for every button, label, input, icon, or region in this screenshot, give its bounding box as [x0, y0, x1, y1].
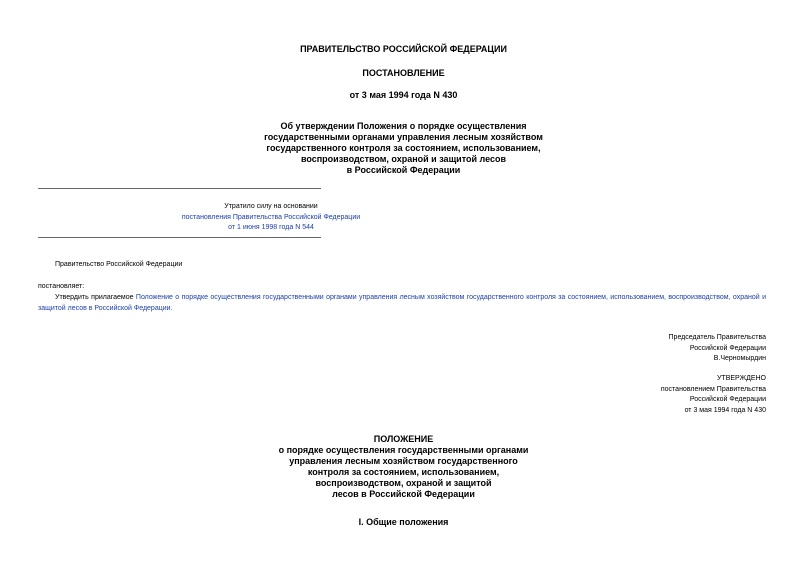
regulation-line: воспроизводством, охраной и защитой [315, 478, 492, 488]
signature-title: Председатель Правительства [668, 334, 766, 341]
approve-prefix: Утвердить прилагаемое [55, 294, 134, 301]
approval-date: от 3 мая 1994 года N 430 [684, 406, 766, 414]
title-line: в Российской Федерации [346, 165, 461, 175]
approval-heading: УТВЕРЖДЕНО [716, 375, 766, 382]
document-type: ПОСТАНОВЛЕНИЕ [362, 68, 445, 78]
signature-block [669, 333, 766, 365]
regulation-line: о порядке осуществления государственными органами [278, 445, 529, 455]
divider-top [38, 188, 321, 189]
signature-name: В.Черномырдин [713, 355, 766, 362]
approval-by: постановлением Правительства [660, 385, 766, 393]
document-title [0, 121, 807, 176]
validity-link[interactable]: постановления Правительства Российской Федерации [181, 213, 361, 221]
government-heading: ПРАВИТЕЛЬСТВО РОССИЙСКОЙ ФЕДЕРАЦИИ [300, 44, 507, 54]
title-line: воспроизводством, охраной и защитой лесов [300, 154, 507, 164]
approve-paragraph [38, 292, 766, 314]
approval-country: Российской Федерации [689, 396, 766, 403]
validity-link-date[interactable]: от 1 июня 1998 года N 544 [228, 224, 314, 231]
regulation-subtitle [0, 445, 807, 500]
government-intro: Правительство Российской Федерации [55, 261, 183, 268]
title-line: Об утверждении Положения о порядке осуществления [280, 121, 527, 131]
regulation-line: управления лесным хозяйством государственного [289, 456, 518, 466]
section-heading: I. Общие положения [358, 517, 449, 527]
regulation-line: лесов в Российской Федерации [332, 489, 475, 499]
signature-country: Российской Федерации [689, 344, 766, 352]
regulation-line: контроля за состоянием, использованием, [307, 467, 500, 477]
regulation-heading: ПОЛОЖЕНИЕ [373, 434, 434, 444]
document-date-number: от 3 мая 1994 года N 430 [349, 90, 458, 100]
title-line: государственными органами управления лесным хозяйством [264, 132, 543, 142]
title-line: государственного контроля за состоянием, использованием, [266, 143, 541, 153]
validity-text: Утратило силу на основании [224, 203, 318, 210]
divider-bottom [38, 237, 321, 238]
regulation-link[interactable]: Положение о порядке осуществления государственными органами управления лесным хозяйством государственного контроля за состоянием, использованием, воспроизводством, охраной и защитой лесов в Российской Федерации. [38, 294, 766, 312]
decrees-word: постановляет: [38, 283, 85, 290]
approval-block [661, 374, 766, 416]
validity-note [38, 202, 504, 234]
